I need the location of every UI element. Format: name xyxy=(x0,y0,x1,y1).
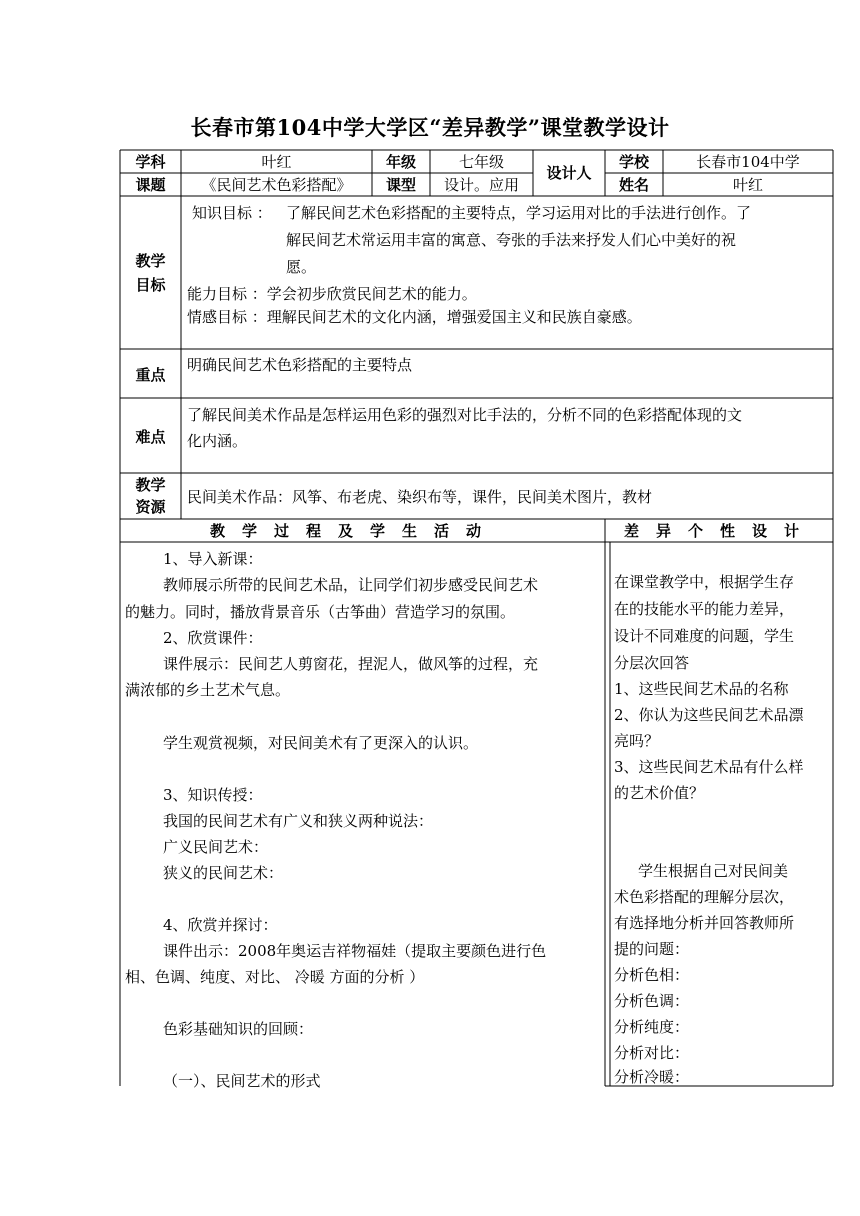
right-line: 在的技能水平的能力差异， xyxy=(614,600,795,618)
left-line: 4、欣赏并探讨： xyxy=(163,916,278,934)
difficulty-line2: 化内涵。 xyxy=(187,432,248,450)
type-label: 课型 xyxy=(385,176,416,194)
resources-label-line1: 教学 xyxy=(135,476,166,494)
goals-label-line1: 教学 xyxy=(135,252,166,270)
left-line: 色彩基础知识的回顾： xyxy=(163,1020,314,1038)
resources-label-line2: 资源 xyxy=(135,498,166,516)
left-line: 3、知识传授： xyxy=(163,786,263,804)
right-line: 2、你认为这些民间艺术品漂 xyxy=(614,706,804,724)
resources-text: 民间美术作品：风筝、布老虎、染织布等，课件，民间美术图片，教材 xyxy=(187,488,653,506)
name-label: 姓名 xyxy=(618,176,649,194)
grade-value: 七年级 xyxy=(458,153,504,171)
right-line: 有选择地分析并回答教师所 xyxy=(614,914,795,932)
emotion-goal: 情感目标 ：理解民间艺术的文化内涵，增强爱国主义和民族自豪感。 xyxy=(187,308,642,326)
left-line: 满浓郁的乡土艺术气息。 xyxy=(125,681,291,699)
process-left-header: 教学过程及学生活动 xyxy=(210,522,499,540)
right-line: 设计不同难度的问题，学生 xyxy=(614,627,795,645)
left-line: 课件展示：民间艺人剪窗花，捏泥人，做风筝的过程，充 xyxy=(163,655,539,673)
topic-value: 《民间艺术色彩搭配》 xyxy=(201,176,352,194)
type-value: 设计。应用 xyxy=(443,176,519,194)
left-line: 狭义的民间艺术： xyxy=(163,864,284,882)
right-line: 在课堂教学中，根据学生存 xyxy=(614,573,795,591)
left-line: 课件出示：2008年奥运吉祥物福娃（提取主要颜色进行色 xyxy=(163,942,547,960)
knowledge-goal-line3: 愿。 xyxy=(286,258,317,276)
goals-label-line2: 目标 xyxy=(135,276,166,294)
right-line: 亮吗？ xyxy=(614,732,660,750)
right-line: 术色彩搭配的理解分层次， xyxy=(614,888,795,906)
left-line: 2、欣赏课件： xyxy=(163,629,263,647)
right-line: 的艺术价值？ xyxy=(614,784,705,802)
school-value: 长春市104中学 xyxy=(696,153,800,171)
right-line: 分析色调： xyxy=(614,992,690,1010)
right-line: 提的问题： xyxy=(614,940,690,958)
left-line: 的魅力。同时，播放背景音乐（古筝曲）营造学习的氛围。 xyxy=(125,603,516,621)
right-line: 分层次回答 xyxy=(614,654,690,672)
topic-label: 课题 xyxy=(135,176,166,194)
ability-goal: 能力目标 ：学会初步欣赏民间艺术的能力。 xyxy=(187,285,477,303)
key-point-text: 明确民间艺术色彩搭配的主要特点 xyxy=(187,356,413,374)
knowledge-goal-label: 知识目标 ： xyxy=(192,204,272,222)
right-line: 分析色相： xyxy=(614,966,690,984)
left-line: （一）、民间艺术的形式 xyxy=(163,1072,321,1090)
grade-label: 年级 xyxy=(385,153,416,171)
right-line: 1、这些民间艺术品的名称 xyxy=(614,680,789,698)
process-right-header: 差异个性设计 xyxy=(624,522,817,540)
document-title: 长春市第104中学大学区“差异教学”课堂教学设计 xyxy=(190,115,670,140)
left-line: 广义民间艺术： xyxy=(163,838,269,856)
knowledge-goal-line1: 了解民间艺术色彩搭配的主要特点，学习运用对比的手法进行创作。了 xyxy=(286,204,752,222)
key-point-label: 重点 xyxy=(135,366,166,384)
left-line: 我国的民间艺术有广义和狭义两种说法： xyxy=(163,812,434,830)
designer-label: 设计人 xyxy=(546,164,592,182)
right-line: 分析对比： xyxy=(614,1044,690,1062)
left-line: 1、导入新课： xyxy=(163,550,263,568)
left-line: 相、色调、纯度、对比、 冷暖 方面的分析 ） xyxy=(125,968,425,986)
right-line: 分析冷暖： xyxy=(614,1068,690,1086)
difficulty-line1: 了解民间美术作品是怎样运用色彩的强烈对比手法的，分析不同的色彩搭配体现的文 xyxy=(187,406,743,424)
school-label: 学校 xyxy=(618,153,649,171)
difficulty-label: 难点 xyxy=(135,428,166,446)
subject-label: 学科 xyxy=(135,153,166,171)
right-line: 分析纯度： xyxy=(614,1018,690,1036)
left-line: 学生观赏视频，对民间美术有了更深入的认识。 xyxy=(163,734,479,752)
right-line: 3、这些民间艺术品有什么样 xyxy=(614,758,804,776)
subject-value: 叶红 xyxy=(261,153,292,171)
right-line: 学生根据自己对民间美 xyxy=(638,862,789,880)
knowledge-goal-line2: 解民间艺术常运用丰富的寓意、夸张的手法来抒发人们心中美好的祝 xyxy=(286,231,737,249)
name-value: 叶红 xyxy=(732,176,763,194)
left-line: 教师展示所带的民间艺术品，让同学们初步感受民间艺术 xyxy=(163,576,539,594)
